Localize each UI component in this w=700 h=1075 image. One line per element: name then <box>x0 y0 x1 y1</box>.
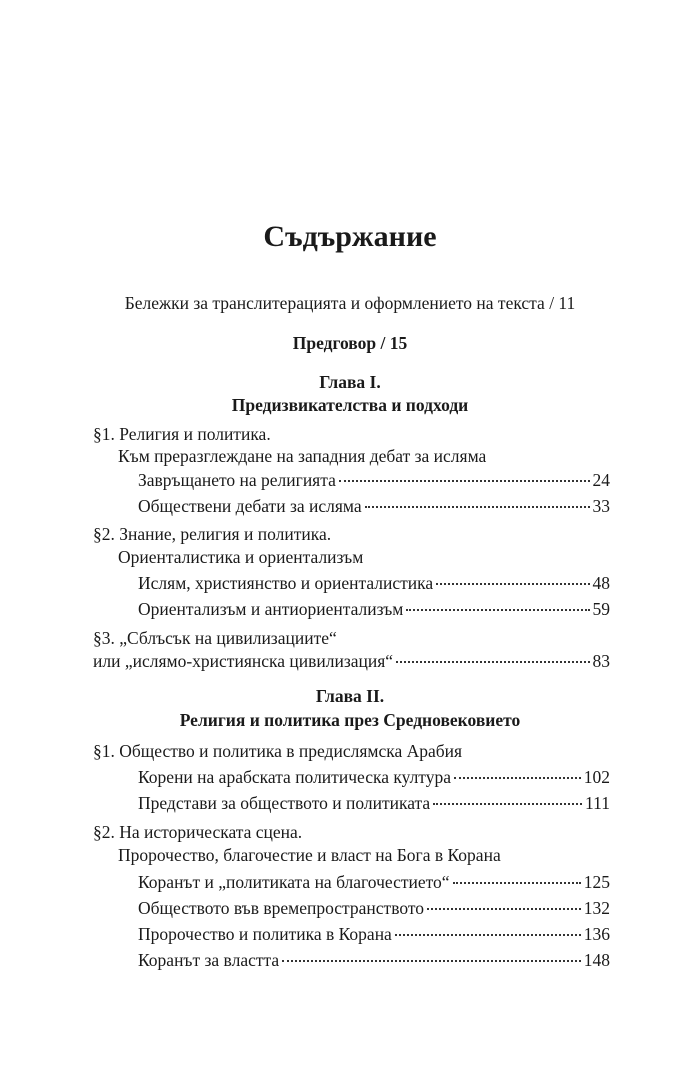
toc-entry-label: Ориентализъм и антиориентализъм <box>138 599 404 619</box>
toc-entry-label: Коранът за властта <box>138 950 280 970</box>
dot-leader <box>454 777 581 779</box>
dot-leader <box>396 661 589 663</box>
toc-entry <box>138 496 610 517</box>
toc-entry <box>138 470 610 491</box>
toc-entry <box>138 924 610 945</box>
dot-leader <box>365 506 590 508</box>
toc-entry-page: 48 <box>592 573 610 593</box>
ch2-section2-title: §2. На историческата сцена. <box>93 822 303 842</box>
toc-entry <box>138 950 610 971</box>
toc-entry <box>138 767 610 788</box>
toc-entry <box>138 573 610 594</box>
toc-entry-label: Ислям, християнство и ориенталистика <box>138 573 434 593</box>
ch1-section2-subtitle: Ориенталистика и ориентализъм <box>118 547 364 567</box>
ch1-section3-title: §3. „Сблъсък на цивилизациите“ <box>93 628 337 648</box>
ch1-section1-title: §1. Религия и политика. <box>93 424 271 444</box>
toc-entry-label: Обществени дебати за исляма <box>138 496 362 516</box>
chapter1-heading: Глава I. <box>319 372 381 392</box>
ch1-section2-title: §2. Знание, религия и политика. <box>93 524 332 544</box>
toc-entry-page: 148 <box>583 950 610 970</box>
toc-entry-label: Обществото във времепространството <box>138 898 425 918</box>
toc-entry-label: Коранът и „политиката на благочестието“ <box>138 872 450 892</box>
toc-entry-page: 24 <box>592 470 610 490</box>
chapter1-subheading: Предизвикателства и подходи <box>231 395 469 415</box>
toc-entry-label: Корени на арабската политическа култура <box>138 767 451 787</box>
toc-entry <box>138 872 610 893</box>
toc-entry-page: 111 <box>585 793 610 813</box>
toc-entry-label: Завръщането на религията <box>138 470 336 490</box>
dot-leader <box>406 609 589 611</box>
toc-entry-label: или „ислямо-християнска цивилизация“ <box>93 651 394 671</box>
toc-entry-page: 125 <box>583 872 610 892</box>
toc-entry-page: 59 <box>592 599 610 619</box>
toc-entry-page: 83 <box>592 651 610 671</box>
ch1-section1-subtitle: Към преразглеждане на западния дебат за исляма <box>118 446 487 466</box>
toc-entry-page: 136 <box>583 924 610 944</box>
toc-entry <box>138 898 610 919</box>
toc-entry <box>138 599 610 620</box>
toc-entry-page: 132 <box>583 898 610 918</box>
toc-entry <box>93 651 610 672</box>
toc-entry-label: Представи за обществото и политиката <box>138 793 431 813</box>
chapter2-subheading: Религия и политика през Средновековието <box>179 710 521 730</box>
toc-entry-label: Пророчество и политика в Корана <box>138 924 392 944</box>
dot-leader <box>339 480 590 482</box>
chapter2-heading: Глава II. <box>315 686 385 706</box>
dot-leader <box>433 803 582 805</box>
dot-leader <box>395 934 581 936</box>
dot-leader <box>427 908 581 910</box>
dot-leader <box>282 960 581 962</box>
toc-entry-page: 33 <box>592 496 610 516</box>
dot-leader <box>436 583 589 585</box>
notes-entry: Бележки за транслитерацията и оформлението на текста / 11 <box>124 293 576 313</box>
dot-leader <box>453 882 581 884</box>
ch2-section2-subtitle: Пророчество, благочестие и власт на Бога в Корана <box>118 845 501 865</box>
ch2-section1-title: §1. Общество и политика в предислямска Арабия <box>93 741 463 761</box>
toc-entry <box>138 793 610 814</box>
toc-entry-page: 102 <box>583 767 610 787</box>
preface-entry: Предговор / 15 <box>292 333 408 353</box>
page-title: Съдържание <box>263 220 437 253</box>
